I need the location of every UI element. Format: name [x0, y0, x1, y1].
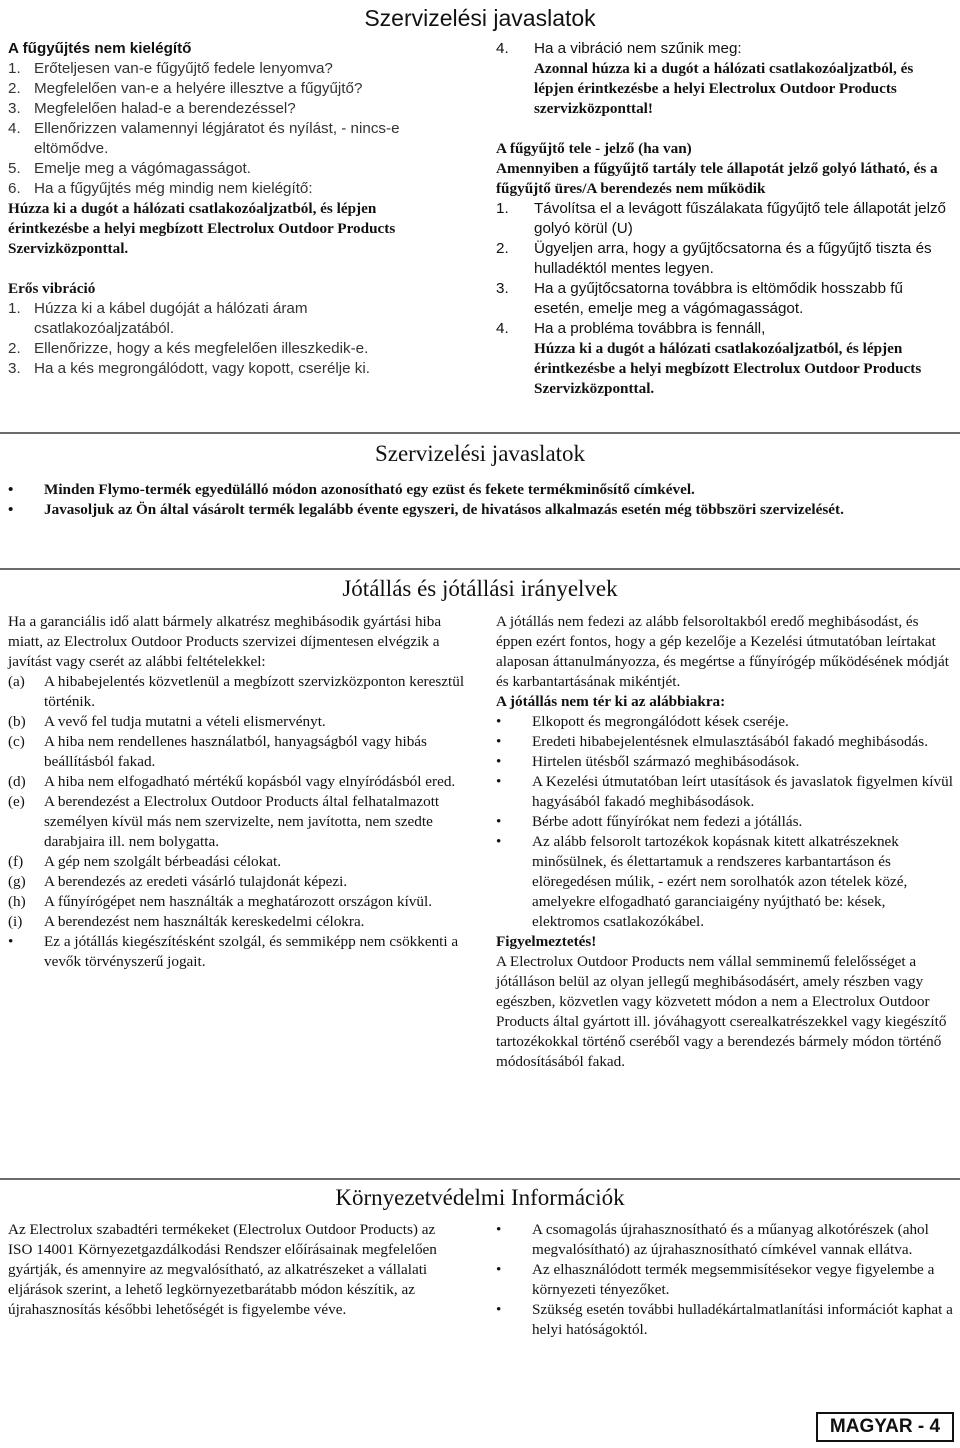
bullet-item: • A csomagolás újrahasznosítható és a műanyag alkotórészek (ahol megvalósítható) az újrahasznosítható címkével vannak ellátva. [496, 1221, 929, 1258]
warning-text: A Electrolux Outdoor Products nem vállal semminemű felelősséget a jótálláson belül az olyan jellegű meghibásodásért, amely részben vagy egészben, közvetlen vagy közvetett módon a nem a Electrolux Outdoor Products által gyártott ill. jóváhagyott cserealkatrészekkel vagy kiegészítő tartozékokkal történő cseréből vagy a berendezés bármely módon történő módosításából fakad. [496, 953, 947, 1070]
list-item: (e) A berendezést a Electrolux Outdoor Products által felhatalmazott személyen kívül más nem szervizelte, nem javította, nem szedte darabjaira ill. nem bolygatta. [8, 793, 440, 850]
environment-list [496, 1220, 954, 1340]
divider-3 [0, 1178, 960, 1180]
environment-right-column [496, 1220, 954, 1340]
grass-collection-instruction: Húzza ki a dugót a hálózati csatlakozóaljzatból, és lépjen érintkezésbe a helyi megbízott Electrolux Outdoor Products Szervizközponttal. [8, 200, 396, 257]
service-top-left-column [8, 39, 448, 379]
service-mid-title: Szervizelési javaslatok [374, 441, 586, 466]
environment-title: Környezetvédelmi Információk [335, 1185, 625, 1210]
list-item: 4. Ha a probléma továbbra is fennáll, [496, 320, 766, 337]
divider-1 [0, 432, 960, 434]
bullet-item: • A Kezelési útmutatóban leírt utasítások és javaslatok figyelmen kívül hagyásából fakadó meghibásodások. [496, 773, 953, 810]
service-bullet: • Javasoljuk az Ön által vásárolt termék legalább évente egyszeri, de hivatásos alkalmazás esetén még többszöri szervizelését. [8, 501, 844, 518]
environment-text: Az Electrolux szabadtéri termékeket (Electrolux Outdoor Products) az ISO 14001 Környezetgazdálkodási Rendszer előírásainak megfelelően gyártják, és amennyire az megvalósítható, az alkatrészeket a vállalati eljárások szerint, a lehető legkörnyezetbarátabb módon készítik, az újrahasznosítás későbbi lehetőségét is figyelembe véve. [8, 1221, 437, 1318]
list-item: 2. Ellenőrizze, hogy a kés megfelelően illeszkedik-e. [8, 340, 369, 357]
full-indicator-list [496, 199, 954, 339]
warranty-right-column [496, 612, 954, 1072]
warranty-exclusion-intro: A jótállás nem fedezi az alább felsoroltakból eredő meghibásodást, és éppen ezért fontos, hogy a gép kezelője a Kezelési útmutatóban leírtakat alaposan áttanulmányozza, és megértse a fűnyírógép működésének módját és karbantartásának mikéntjét. [496, 613, 949, 690]
vibration-item-4: 4. Ha a vibráció nem szűnik meg: [496, 40, 742, 57]
bullet-item: • Az alább felsorolt tartozékok kopásnak kitett alkatrészeknek minősülnek, és élettartamuk a rendszeres karbantartáson és elöregedésen múlik, - ezért nem sorolhatók azon tételek közé, amelyekre elfogadható garanciaigény nyújtható be: kések, elektromos csatlakozókábel. [496, 833, 908, 930]
vibration-instruction: Azonnal húzza ki a dugót a hálózati csatlakozóaljzatból, és lépjen érintkezésbe a helyi Electrolux Outdoor Products szervizközponttal! [534, 60, 914, 117]
warranty-title: Jótállás és jótállási irányelvek [342, 576, 618, 601]
list-item: (d) A hiba nem elfogadható mértékű kopásból vagy elnyíródásból ered. [8, 773, 456, 790]
list-item: 3. Ha a gyűjtőcsatorna továbbra is eltömődik hosszabb fű esetén, emelje meg a vágómagasságot. [496, 280, 903, 317]
list-item: 2. Ügyeljen arra, hogy a gyűjtőcsatorna és a fűgyűjtő tiszta és hulladéktól mentes legyen. [496, 240, 932, 277]
list-item: (g) A berendezés az eredeti vásárló tulajdonát képezi. [8, 873, 348, 890]
full-indicator-heading: A fűgyűjtő tele - jelző (ha van) [496, 140, 692, 157]
list-item: • Ez a jótállás kiegészítésként szolgál, és semmiképp nem csökkenti a vevők törvényszerű jogait. [8, 933, 459, 970]
list-item: 4. Ellenőrizzen valamennyi légjáratot és nyílást, - nincs-e eltömődve. [8, 120, 400, 157]
list-item: 1. Húzza ki a kábel dugóját a hálózati áram csatlakozóaljzatából. [8, 300, 308, 337]
list-item: (c) A hiba nem rendellenes használatból, hanyagságból vagy hibás beállításból fakad. [8, 733, 427, 770]
grass-collection-heading: A fűgyűjtés nem kielégítő [8, 40, 192, 57]
list-item: 3. Megfelelően halad-e a berendezéssel? [8, 100, 296, 117]
list-item: (h) A fűnyírógépet nem használták a meghatározott országon kívül. [8, 893, 432, 910]
divider-2 [0, 568, 960, 570]
warning-heading: Figyelmeztetés! [496, 933, 597, 950]
list-item: (b) A vevő fel tudja mutatni a vételi elismervényt. [8, 713, 326, 730]
full-indicator-instruction: Húzza ki a dugót a hálózati csatlakozóaljzatból, és lépjen érintkezésbe a helyi megbízott Electrolux Outdoor Products Szervizközponttal. [534, 340, 922, 397]
warranty-left-column [8, 612, 470, 972]
service-mid-bullets [8, 480, 954, 520]
bullet-item: • Hirtelen ütésből származó meghibásodások. [496, 753, 800, 770]
list-item: 1. Távolítsa el a levágott fűszálakata fűgyűjtő tele állapotát jelző golyó körül (U) [496, 200, 946, 237]
list-item: 3. Ha a kés megrongálódott, vagy kopott, cserélje ki. [8, 360, 370, 377]
bullet-item: • Az elhasználódott termék megsemmisítésekor vegye figyelembe a környezeti tényezőket. [496, 1261, 935, 1298]
warranty-intro: Ha a garanciális idő alatt bármely alkatrész meghibásodik gyártási hiba miatt, az Electrolux Outdoor Products szervizei díjmentesen elvégzik a javítást vagy cserét az alábbi feltételekkel: [8, 613, 442, 670]
list-item: (f) A gép nem szolgált bérbeadási célokat. [8, 853, 282, 870]
bullet-item: • Szükség esetén további hulladékártalmatlanítási információt kaphat a helyi hatóságoktól. [496, 1301, 953, 1338]
warranty-conditions-list [8, 672, 470, 972]
bullet-item: • Eredeti hibabejelentésnek elmulasztásából fakadó meghibásodás. [496, 733, 928, 750]
list-item: 1. Erőteljesen van-e fűgyűjtő fedele lenyomva? [8, 60, 333, 77]
warranty-exclusion-list [496, 712, 954, 932]
environment-left-column [8, 1220, 458, 1320]
list-item: 2. Megfelelően van-e a helyére illesztve a fűgyűjtő? [8, 80, 363, 97]
grass-collection-list [8, 59, 448, 199]
vibration-list [8, 299, 448, 379]
list-item: (a) A hibabejelentés közvetlenül a megbízott szervizközponton keresztül történik. [8, 673, 465, 710]
list-item: 6. Ha a fűgyűjtés még mindig nem kielégítő: [8, 180, 313, 197]
bullet-item: • Bérbe adott fűnyírókat nem fedezi a jótállás. [496, 813, 803, 830]
service-top-right-column [496, 39, 954, 399]
warranty-exclusion-heading: A jótállás nem tér ki az alábbiakra: [496, 693, 726, 710]
service-bullet: • Minden Flymo-termék egyedülálló módon azonosítható egy ezüst és fekete termékminősítő címkével. [8, 481, 695, 498]
service-top-title: Szervizelési javaslatok [364, 5, 596, 31]
bullet-item: • Elkopott és megrongálódott kések cseréje. [496, 713, 789, 730]
list-item: (i) A berendezést nem használták kereskedelmi célokra. [8, 913, 365, 930]
full-indicator-intro: Amennyiben a fűgyűjtő tartály tele állapotát jelző golyó látható, és a fűgyűjtő üres/A berendezés nem működik [496, 160, 938, 197]
list-item: 5. Emelje meg a vágómagasságot. [8, 160, 251, 177]
vibration-heading: Erős vibráció [8, 280, 96, 297]
page-label: MAGYAR - 4 [816, 1412, 954, 1442]
